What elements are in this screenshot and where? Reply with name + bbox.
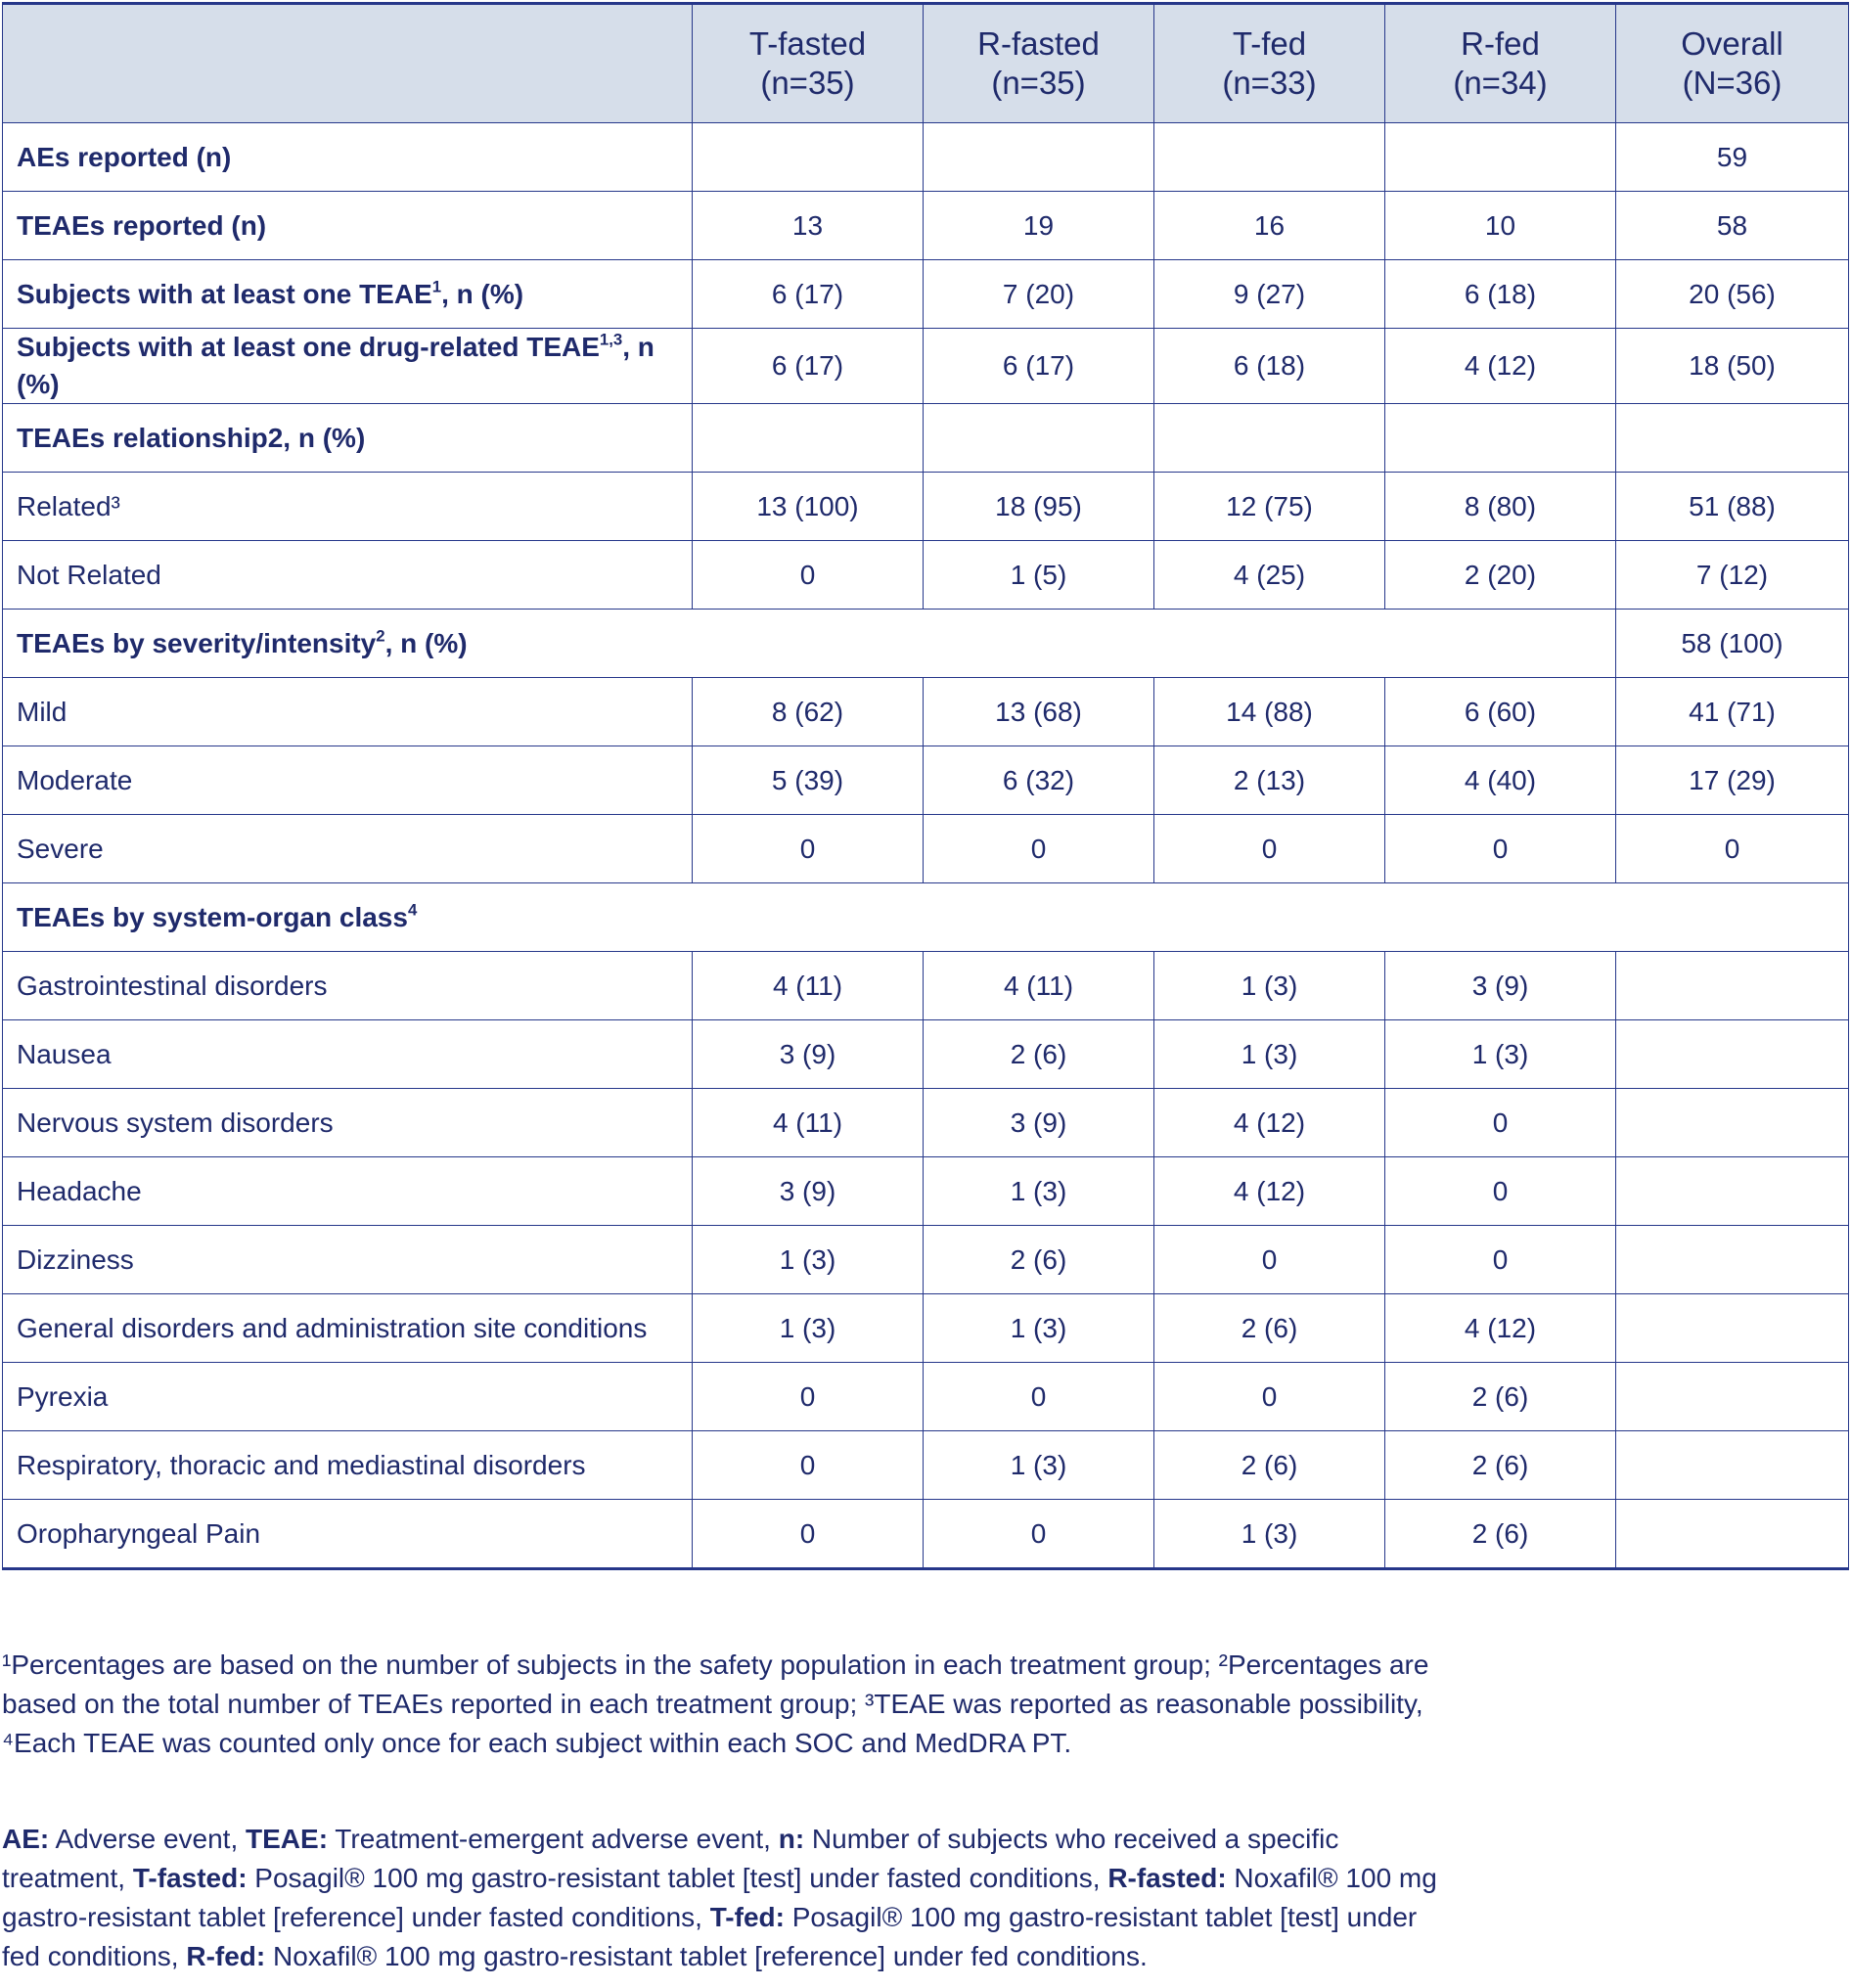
table-cell: 6 (17) (924, 329, 1154, 404)
table-cell (1616, 1157, 1849, 1226)
table-cell: 1 (3) (924, 1431, 1154, 1500)
table-cell: 0 (1154, 1363, 1385, 1431)
header-empty-cell (3, 4, 693, 123)
table-cell: 0 (1385, 1157, 1616, 1226)
table-cell (1616, 1020, 1849, 1089)
table-row (3, 192, 1849, 260)
table-cell: 0 (1385, 1226, 1616, 1294)
table-row (3, 1431, 1849, 1500)
table-cell (1616, 1500, 1849, 1569)
abbr-term: R-fed: (186, 1941, 266, 1971)
table-cell (693, 404, 924, 473)
table-cell (1616, 1294, 1849, 1363)
table-cell: 18 (50) (1616, 329, 1849, 404)
section-header-row (3, 883, 1849, 952)
row-label: Severe (3, 815, 693, 883)
section-label: TEAEs relationship2, n (%) (3, 404, 693, 473)
table-cell: 8 (62) (693, 678, 924, 746)
table-cell (1616, 952, 1849, 1020)
table-cell: 3 (9) (693, 1020, 924, 1089)
table-cell: 10 (1385, 192, 1616, 260)
row-label: Nausea (3, 1020, 693, 1089)
table-row (3, 1500, 1849, 1569)
row-label: Oropharyngeal Pain (3, 1500, 693, 1569)
abbr-term: AE: (2, 1824, 50, 1854)
abbr-definition: Treatment-emergent adverse event, (328, 1824, 779, 1854)
table-cell: 2 (6) (1385, 1363, 1616, 1431)
abbr-term: T-fed: (709, 1902, 785, 1932)
table-cell (1616, 1226, 1849, 1294)
abbr-definition: Number of subjects who received a specific treatment, (2, 1824, 1339, 1893)
table-cell: 0 (924, 1363, 1154, 1431)
section-header-row (3, 610, 1849, 678)
table-row (3, 952, 1849, 1020)
table-cell: 12 (75) (1154, 473, 1385, 541)
abbr-term: R-fasted: (1107, 1863, 1227, 1893)
table-cell: 58 (100) (1616, 610, 1849, 678)
table-cell: 1 (3) (1154, 952, 1385, 1020)
table-cell: 6 (32) (924, 746, 1154, 815)
table-cell: 0 (924, 815, 1154, 883)
table-row (3, 1157, 1849, 1226)
row-label: Not Related (3, 541, 693, 610)
table-cell: 41 (71) (1616, 678, 1849, 746)
header-overall: Overall (N=36) (1616, 4, 1849, 123)
abbr-definition: Adverse event, (49, 1824, 247, 1854)
table-cell: 0 (693, 1500, 924, 1569)
row-label: Respiratory, thoracic and mediastinal disorders (3, 1431, 693, 1500)
abbreviations-note (2, 1820, 1450, 1976)
abbr-term: n: (778, 1824, 805, 1854)
adverse-events-table (2, 2, 1849, 1570)
table-cell: 0 (693, 541, 924, 610)
table-cell: 1 (3) (1385, 1020, 1616, 1089)
table-row (3, 1363, 1849, 1431)
row-label: Dizziness (3, 1226, 693, 1294)
row-label: Nervous system disorders (3, 1089, 693, 1157)
table-cell: 4 (12) (1154, 1157, 1385, 1226)
table-cell (1616, 1363, 1849, 1431)
row-label: Headache (3, 1157, 693, 1226)
table-cell: 1 (5) (924, 541, 1154, 610)
table-cell: 4 (11) (693, 952, 924, 1020)
table-cell: 1 (3) (1154, 1500, 1385, 1569)
table-row (3, 473, 1849, 541)
table-cell: 9 (27) (1154, 260, 1385, 329)
table-cell: 5 (39) (693, 746, 924, 815)
table-cell: 2 (6) (924, 1020, 1154, 1089)
table-cell: 7 (12) (1616, 541, 1849, 610)
abbr-definition: Posagil® 100 mg gastro-resistant tablet [test] under fed conditions, (2, 1902, 1418, 1971)
table-cell: 2 (6) (1385, 1500, 1616, 1569)
row-label: Mild (3, 678, 693, 746)
abbr-definition: Noxafil® 100 mg gastro-resistant tablet [reference] under fasted conditions, (2, 1863, 1437, 1932)
table-row (3, 678, 1849, 746)
table-cell: 58 (1616, 192, 1849, 260)
table-cell: 4 (25) (1154, 541, 1385, 610)
row-label: TEAEs reported (n) (3, 192, 693, 260)
section-header-row (3, 404, 1849, 473)
row-label: Subjects with at least one TEAE$^1$, n (%) (3, 260, 693, 329)
table-cell: 0 (924, 1500, 1154, 1569)
table-cell: 0 (1616, 815, 1849, 883)
table-cell (1616, 404, 1849, 473)
table-cell: 0 (1385, 815, 1616, 883)
table-cell: 3 (9) (924, 1089, 1154, 1157)
abbr-term: TEAE: (246, 1824, 329, 1854)
abbr-definition: Noxafil® 100 mg gastro-resistant tablet [reference] under fed conditions. (265, 1941, 1148, 1971)
header-row (3, 4, 1849, 123)
table-cell: 2 (20) (1385, 541, 1616, 610)
header-r-fed: R-fed (n=34) (1385, 4, 1616, 123)
table-cell: 19 (924, 192, 1154, 260)
row-label: Related³ (3, 473, 693, 541)
table-cell: 16 (1154, 192, 1385, 260)
table-cell: 4 (12) (1385, 329, 1616, 404)
section-label: TEAEs by system-organ class$^4$ (3, 883, 1849, 952)
table-cell: 0 (1385, 1089, 1616, 1157)
table-cell: 2 (6) (1154, 1431, 1385, 1500)
table-cell: 0 (693, 1363, 924, 1431)
table-cell: 1 (3) (1154, 1020, 1385, 1089)
table-cell: 2 (6) (1385, 1431, 1616, 1500)
table-cell: 59 (1616, 123, 1849, 192)
table-cell: 6 (60) (1385, 678, 1616, 746)
table-row (3, 260, 1849, 329)
row-label: Moderate (3, 746, 693, 815)
table-cell: 0 (1154, 815, 1385, 883)
table-cell (924, 404, 1154, 473)
table-cell: 3 (9) (1385, 952, 1616, 1020)
abbr-term: T-fasted: (132, 1863, 248, 1893)
table-cell (1385, 123, 1616, 192)
table-cell: 13 (100) (693, 473, 924, 541)
table-cell: 4 (12) (1385, 1294, 1616, 1363)
table-cell: 1 (3) (693, 1294, 924, 1363)
table-cell: 3 (9) (693, 1157, 924, 1226)
table-cell: 8 (80) (1385, 473, 1616, 541)
table-cell (1616, 1089, 1849, 1157)
table-row (3, 1226, 1849, 1294)
table-cell: 4 (12) (1154, 1089, 1385, 1157)
table-cell: 17 (29) (1616, 746, 1849, 815)
table-cell: 51 (88) (1616, 473, 1849, 541)
table-cell: 2 (6) (924, 1226, 1154, 1294)
table-row (3, 815, 1849, 883)
table-cell (924, 123, 1154, 192)
header-t-fasted: T-fasted (n=35) (693, 4, 924, 123)
table-row (3, 1020, 1849, 1089)
header-t-fed: T-fed (n=33) (1154, 4, 1385, 123)
table-row (3, 541, 1849, 610)
section-label: TEAEs by severity/intensity$^2$, n (%) (3, 610, 1616, 678)
row-label: AEs reported (n) (3, 123, 693, 192)
row-label: Gastrointestinal disorders (3, 952, 693, 1020)
table-cell: 4 (11) (924, 952, 1154, 1020)
table-cell: 2 (6) (1154, 1294, 1385, 1363)
table-cell: 4 (40) (1385, 746, 1616, 815)
table-cell: 4 (11) (693, 1089, 924, 1157)
table-cell: 1 (3) (693, 1226, 924, 1294)
table-cell: 6 (18) (1385, 260, 1616, 329)
table-cell (1385, 404, 1616, 473)
table-cell (1154, 123, 1385, 192)
table-cell: 20 (56) (1616, 260, 1849, 329)
table-cell (693, 123, 924, 192)
table-cell: 0 (1154, 1226, 1385, 1294)
table-cell (1154, 404, 1385, 473)
table-cell: 13 (68) (924, 678, 1154, 746)
table-cell: 14 (88) (1154, 678, 1385, 746)
row-label: Subjects with at least one drug-related TEAE$^{1,3}$, n (%) (3, 329, 693, 404)
table-cell: 13 (693, 192, 924, 260)
table-cell: 1 (3) (924, 1294, 1154, 1363)
row-label: Pyrexia (3, 1363, 693, 1431)
table-cell: 0 (693, 1431, 924, 1500)
table-cell: 18 (95) (924, 473, 1154, 541)
table-cell: 2 (13) (1154, 746, 1385, 815)
row-label: General disorders and administration site conditions (3, 1294, 693, 1363)
table-row (3, 1294, 1849, 1363)
table-cell: 1 (3) (924, 1157, 1154, 1226)
table-row (3, 329, 1849, 404)
table-cell: 0 (693, 815, 924, 883)
table-row (3, 123, 1849, 192)
table-row (3, 746, 1849, 815)
table-row (3, 1089, 1849, 1157)
table-cell: 7 (20) (924, 260, 1154, 329)
table-cell: 6 (18) (1154, 329, 1385, 404)
table-cell: 6 (17) (693, 329, 924, 404)
header-r-fasted: R-fasted (n=35) (924, 4, 1154, 123)
table-cell (1616, 1431, 1849, 1500)
table-footnote: ¹Percentages are based on the number of subjects in the safety population in each treatment group; ²Percentages are based on the total number of TEAEs reported in each treatment group; ³TEAE was reported as reasonable possibility, ⁴Each TEAE was counted only once for each subject within each SOC and MedDRA PT. (2, 1649, 1429, 1758)
table-cell: 6 (17) (693, 260, 924, 329)
abbr-definition: Posagil® 100 mg gastro-resistant tablet [test] under fasted conditions, (247, 1863, 1108, 1893)
